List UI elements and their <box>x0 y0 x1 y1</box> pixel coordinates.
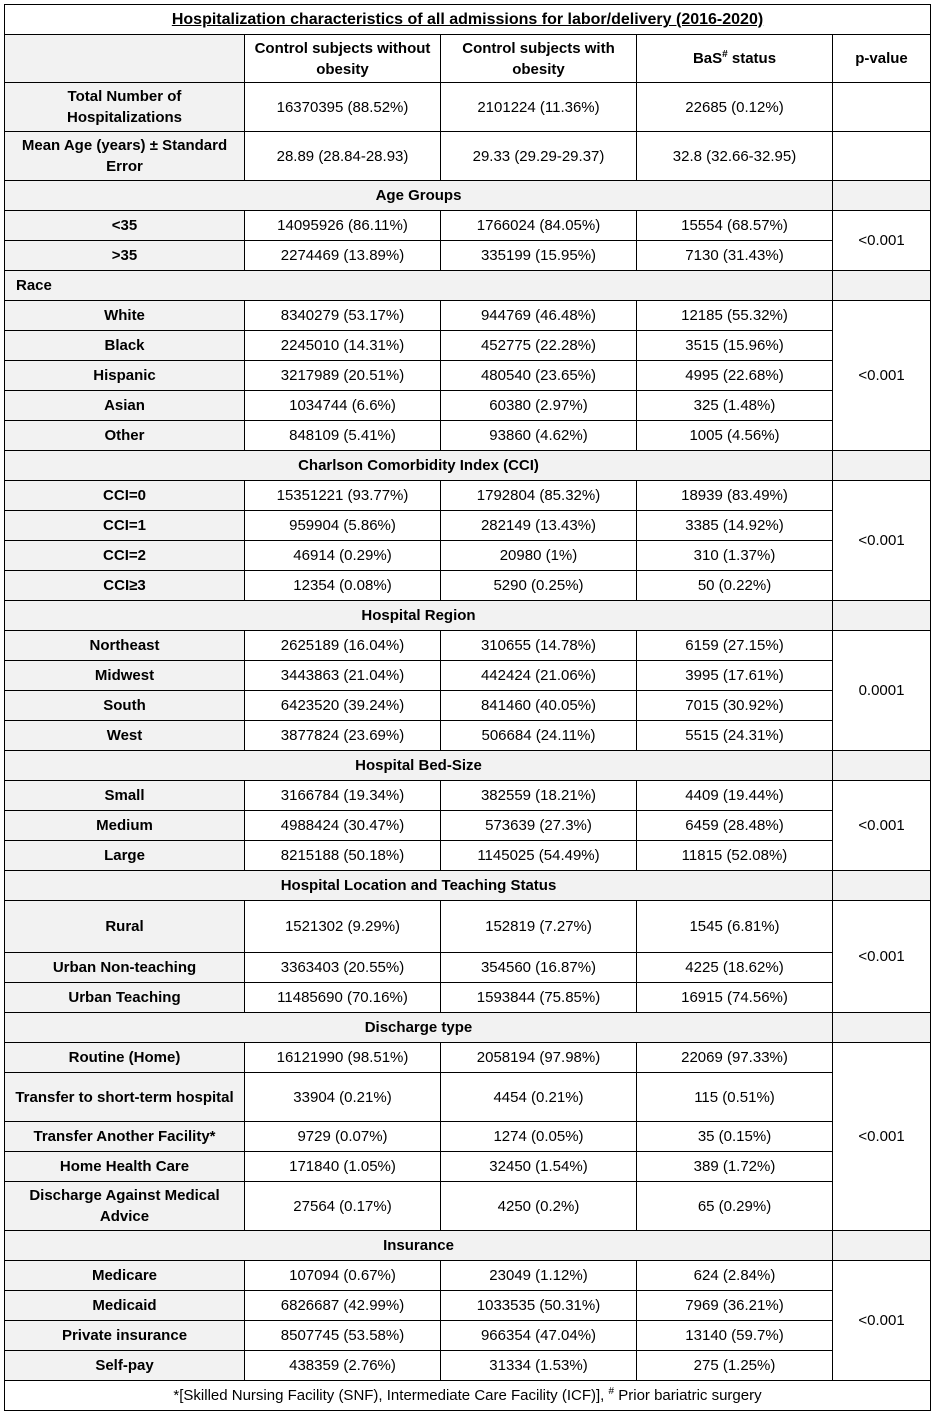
value-cell: 3877824 (23.69%) <box>245 721 441 751</box>
value-cell: 480540 (23.65%) <box>441 361 637 391</box>
value-cell: 27564 (0.17%) <box>245 1182 441 1231</box>
value-cell: 32450 (1.54%) <box>441 1152 637 1182</box>
row-label: Transfer to short-term hospital <box>5 1073 245 1122</box>
row-label: Asian <box>5 391 245 421</box>
value-cell: 5515 (24.31%) <box>637 721 833 751</box>
row-label: CCI=1 <box>5 511 245 541</box>
row-label: CCI≥3 <box>5 571 245 601</box>
table-row <box>5 211 931 241</box>
table-row <box>5 421 931 451</box>
section-title-bedsize: Hospital Bed-Size <box>5 751 833 781</box>
p-value-cell: <0.001 <box>833 1043 931 1231</box>
row-label: Routine (Home) <box>5 1043 245 1073</box>
value-cell: 65 (0.29%) <box>637 1182 833 1231</box>
value-cell: 3443863 (21.04%) <box>245 661 441 691</box>
p-value-cell: <0.001 <box>833 901 931 1013</box>
table-row <box>5 301 931 331</box>
value-cell: 438359 (2.76%) <box>245 1351 441 1381</box>
table-row <box>5 901 931 953</box>
row-label: Self-pay <box>5 1351 245 1381</box>
value-cell: 7130 (31.43%) <box>637 241 833 271</box>
value-cell: 959904 (5.86%) <box>245 511 441 541</box>
value-cell: 6159 (27.15%) <box>637 631 833 661</box>
table-row <box>5 391 931 421</box>
value-cell: 1792804 (85.32%) <box>441 481 637 511</box>
value-cell: 15554 (68.57%) <box>637 211 833 241</box>
row-label: CCI=2 <box>5 541 245 571</box>
table-row <box>5 953 931 983</box>
row-label-mean-age: Mean Age (years) ± Standard Error <box>5 132 245 181</box>
value-cell: 442424 (21.06%) <box>441 661 637 691</box>
p-value-cell: <0.001 <box>833 1261 931 1381</box>
table-row <box>5 541 931 571</box>
value-cell: 3166784 (19.34%) <box>245 781 441 811</box>
value-cell: 4409 (19.44%) <box>637 781 833 811</box>
row-label-total: Total Number of Hospitalizations <box>5 83 245 132</box>
row-label: Transfer Another Facility* <box>5 1122 245 1152</box>
cell-age-col1: 28.89 (28.84-28.93) <box>245 132 441 181</box>
characteristics-table <box>4 4 931 1411</box>
cell-age-pvalue <box>833 132 931 181</box>
section-pvalue-blank <box>833 451 931 481</box>
table-row <box>5 331 931 361</box>
table-row <box>5 1261 931 1291</box>
value-cell: 282149 (13.43%) <box>441 511 637 541</box>
header-control-with-obesity: Control subjects with obesity <box>441 35 637 83</box>
value-cell: 325 (1.48%) <box>637 391 833 421</box>
value-cell: 4250 (0.2%) <box>441 1182 637 1231</box>
value-cell: 1145025 (54.49%) <box>441 841 637 871</box>
value-cell: 50 (0.22%) <box>637 571 833 601</box>
table-row <box>5 1122 931 1152</box>
section-pvalue-blank <box>833 751 931 781</box>
value-cell: 1005 (4.56%) <box>637 421 833 451</box>
row-label: Northeast <box>5 631 245 661</box>
table-row <box>5 571 931 601</box>
value-cell: 8507745 (53.58%) <box>245 1321 441 1351</box>
value-cell: 1766024 (84.05%) <box>441 211 637 241</box>
row-label: South <box>5 691 245 721</box>
table-row <box>5 511 931 541</box>
value-cell: 7015 (30.92%) <box>637 691 833 721</box>
table-row <box>5 841 931 871</box>
section-pvalue-blank <box>833 181 931 211</box>
section-title-age-groups: Age Groups <box>5 181 833 211</box>
table-row <box>5 241 931 271</box>
table-row <box>5 631 931 661</box>
p-value-cell: <0.001 <box>833 301 931 451</box>
section-title-discharge: Discharge type <box>5 1013 833 1043</box>
value-cell: 944769 (46.48%) <box>441 301 637 331</box>
table-row <box>5 1182 931 1231</box>
value-cell: 60380 (2.97%) <box>441 391 637 421</box>
row-label: Private insurance <box>5 1321 245 1351</box>
row-label: Urban Non-teaching <box>5 953 245 983</box>
value-cell: 624 (2.84%) <box>637 1261 833 1291</box>
p-value-cell: <0.001 <box>833 481 931 601</box>
value-cell: 15351221 (93.77%) <box>245 481 441 511</box>
value-cell: 573639 (27.3%) <box>441 811 637 841</box>
value-cell: 11485690 (70.16%) <box>245 983 441 1013</box>
value-cell: 1545 (6.81%) <box>637 901 833 953</box>
value-cell: 966354 (47.04%) <box>441 1321 637 1351</box>
value-cell: 8340279 (53.17%) <box>245 301 441 331</box>
value-cell: 20980 (1%) <box>441 541 637 571</box>
value-cell: 2274469 (13.89%) <box>245 241 441 271</box>
cell-age-col2: 29.33 (29.29-29.37) <box>441 132 637 181</box>
value-cell: 1033535 (50.31%) <box>441 1291 637 1321</box>
table-row <box>5 721 931 751</box>
section-title-region: Hospital Region <box>5 601 833 631</box>
value-cell: 3515 (15.96%) <box>637 331 833 361</box>
value-cell: 4454 (0.21%) <box>441 1073 637 1122</box>
value-cell: 16121990 (98.51%) <box>245 1043 441 1073</box>
row-label: CCI=0 <box>5 481 245 511</box>
value-cell: 6459 (28.48%) <box>637 811 833 841</box>
value-cell: 107094 (0.67%) <box>245 1261 441 1291</box>
table-row <box>5 811 931 841</box>
table-row <box>5 1321 931 1351</box>
row-label: Midwest <box>5 661 245 691</box>
section-pvalue-blank <box>833 601 931 631</box>
value-cell: 848109 (5.41%) <box>245 421 441 451</box>
value-cell: 14095926 (86.11%) <box>245 211 441 241</box>
table-row <box>5 1043 931 1073</box>
value-cell: 31334 (1.53%) <box>441 1351 637 1381</box>
value-cell: 2058194 (97.98%) <box>441 1043 637 1073</box>
cell-total-col3: 22685 (0.12%) <box>637 83 833 132</box>
cell-age-col3: 32.8 (32.66-32.95) <box>637 132 833 181</box>
value-cell: 115 (0.51%) <box>637 1073 833 1122</box>
value-cell: 4988424 (30.47%) <box>245 811 441 841</box>
p-value-cell: 0.0001 <box>833 631 931 751</box>
value-cell: 4225 (18.62%) <box>637 953 833 983</box>
table-row <box>5 983 931 1013</box>
section-pvalue-blank <box>833 1231 931 1261</box>
row-label: Discharge Against Medical Advice <box>5 1182 245 1231</box>
value-cell: 3217989 (20.51%) <box>245 361 441 391</box>
value-cell: 93860 (4.62%) <box>441 421 637 451</box>
value-cell: 3995 (17.61%) <box>637 661 833 691</box>
row-label: Small <box>5 781 245 811</box>
value-cell: 171840 (1.05%) <box>245 1152 441 1182</box>
row-label: Medium <box>5 811 245 841</box>
cell-total-pvalue <box>833 83 931 132</box>
table-row <box>5 691 931 721</box>
row-label: Urban Teaching <box>5 983 245 1013</box>
header-blank-cell <box>5 35 245 83</box>
value-cell: 1274 (0.05%) <box>441 1122 637 1152</box>
row-label: West <box>5 721 245 751</box>
row-label: >35 <box>5 241 245 271</box>
value-cell: 33904 (0.21%) <box>245 1073 441 1122</box>
value-cell: 6423520 (39.24%) <box>245 691 441 721</box>
value-cell: 7969 (36.21%) <box>637 1291 833 1321</box>
value-cell: 2245010 (14.31%) <box>245 331 441 361</box>
section-pvalue-blank <box>833 271 931 301</box>
section-title-race: Race <box>5 271 833 301</box>
table-row <box>5 1291 931 1321</box>
value-cell: 1593844 (75.85%) <box>441 983 637 1013</box>
row-label: Hispanic <box>5 361 245 391</box>
value-cell: 8215188 (50.18%) <box>245 841 441 871</box>
section-title-insurance: Insurance <box>5 1231 833 1261</box>
value-cell: 310655 (14.78%) <box>441 631 637 661</box>
value-cell: 6826687 (42.99%) <box>245 1291 441 1321</box>
table-row <box>5 1351 931 1381</box>
header-bas-status: BaS# status <box>637 35 833 83</box>
value-cell: 452775 (22.28%) <box>441 331 637 361</box>
p-value-cell: <0.001 <box>833 781 931 871</box>
value-cell: 354560 (16.87%) <box>441 953 637 983</box>
value-cell: 1521302 (9.29%) <box>245 901 441 953</box>
value-cell: 23049 (1.12%) <box>441 1261 637 1291</box>
section-pvalue-blank <box>833 871 931 901</box>
value-cell: 152819 (7.27%) <box>441 901 637 953</box>
value-cell: 389 (1.72%) <box>637 1152 833 1182</box>
value-cell: 310 (1.37%) <box>637 541 833 571</box>
value-cell: 335199 (15.95%) <box>441 241 637 271</box>
table-row <box>5 361 931 391</box>
section-title-location: Hospital Location and Teaching Status <box>5 871 833 901</box>
value-cell: 18939 (83.49%) <box>637 481 833 511</box>
value-cell: 12185 (55.32%) <box>637 301 833 331</box>
value-cell: 4995 (22.68%) <box>637 361 833 391</box>
row-label: <35 <box>5 211 245 241</box>
footnote: *[Skilled Nursing Facility (SNF), Intermediate Care Facility (ICF)], # Prior bariatric surgery <box>5 1381 931 1411</box>
header-control-without-obesity: Control subjects without obesity <box>245 35 441 83</box>
value-cell: 9729 (0.07%) <box>245 1122 441 1152</box>
value-cell: 46914 (0.29%) <box>245 541 441 571</box>
p-value-cell: <0.001 <box>833 211 931 271</box>
row-label: Black <box>5 331 245 361</box>
value-cell: 16915 (74.56%) <box>637 983 833 1013</box>
section-pvalue-blank <box>833 1013 931 1043</box>
value-cell: 2625189 (16.04%) <box>245 631 441 661</box>
value-cell: 22069 (97.33%) <box>637 1043 833 1073</box>
value-cell: 11815 (52.08%) <box>637 841 833 871</box>
value-cell: 1034744 (6.6%) <box>245 391 441 421</box>
row-label: Other <box>5 421 245 451</box>
table-row <box>5 661 931 691</box>
row-label: Rural <box>5 901 245 953</box>
section-title-cci: Charlson Comorbidity Index (CCI) <box>5 451 833 481</box>
table-row <box>5 1073 931 1122</box>
value-cell: 382559 (18.21%) <box>441 781 637 811</box>
table-row <box>5 1152 931 1182</box>
value-cell: 3385 (14.92%) <box>637 511 833 541</box>
value-cell: 12354 (0.08%) <box>245 571 441 601</box>
table-title: Hospitalization characteristics of all admissions for labor/delivery (2016-2020) <box>5 5 931 35</box>
value-cell: 275 (1.25%) <box>637 1351 833 1381</box>
row-label: Medicaid <box>5 1291 245 1321</box>
value-cell: 506684 (24.11%) <box>441 721 637 751</box>
value-cell: 13140 (59.7%) <box>637 1321 833 1351</box>
table-row <box>5 481 931 511</box>
cell-total-col2: 2101224 (11.36%) <box>441 83 637 132</box>
row-label: Home Health Care <box>5 1152 245 1182</box>
header-p-value: p-value <box>833 35 931 83</box>
value-cell: 841460 (40.05%) <box>441 691 637 721</box>
cell-total-col1: 16370395 (88.52%) <box>245 83 441 132</box>
table-row <box>5 781 931 811</box>
row-label: Large <box>5 841 245 871</box>
value-cell: 35 (0.15%) <box>637 1122 833 1152</box>
row-label: Medicare <box>5 1261 245 1291</box>
row-label: White <box>5 301 245 331</box>
value-cell: 5290 (0.25%) <box>441 571 637 601</box>
value-cell: 3363403 (20.55%) <box>245 953 441 983</box>
